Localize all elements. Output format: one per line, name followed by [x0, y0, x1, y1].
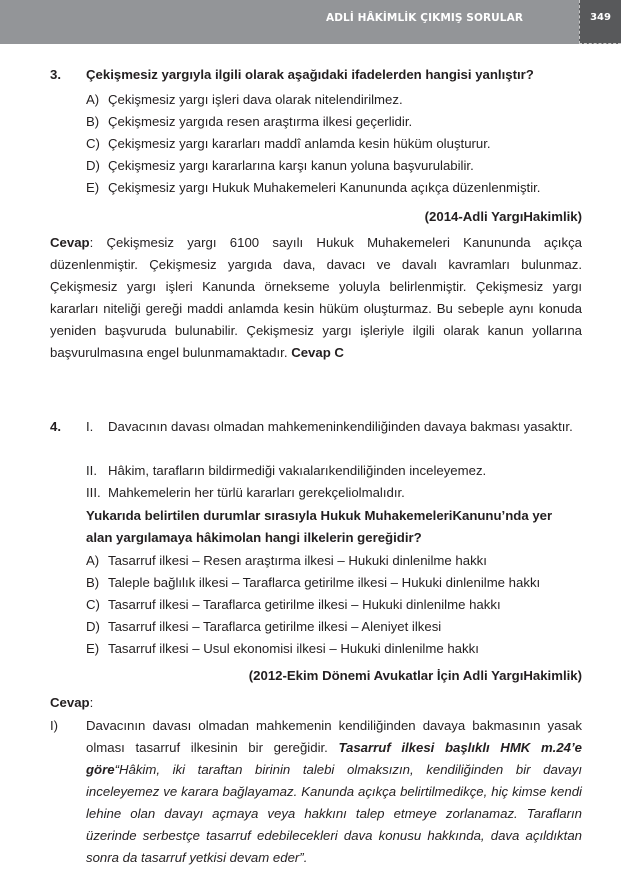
statement-text: Hâkim, tarafların bildirmediği vakıalarıkendiliğinden inceleyemez.: [108, 463, 487, 478]
answer-label: Cevap: [50, 695, 90, 710]
option-text: Çekişmesiz yargı işleri dava olarak nitelendirilmez.: [108, 92, 403, 107]
answer-paragraph: [50, 232, 582, 364]
option-letter: B): [86, 575, 100, 590]
question-stem-text: Yukarıda belirtilen durumlar sırasıyla Hukuk MuhakemeleriKanunu’nda yer alan yargılamaya hâkimolan hangi ilkelerin gereğidir?: [86, 508, 553, 545]
question-stem: [86, 505, 582, 549]
option-text: Çekişmesiz yargı kararlarına karşı kanun yoluna başvurulabilir.: [108, 158, 474, 173]
question-number: 4.: [50, 419, 61, 434]
answer-colon: :: [89, 695, 94, 710]
option-letter: D): [86, 158, 100, 173]
question-stem: Çekişmesiz yargıyla ilgili olarak aşağıdaki ifadelerden hangisi yanlıştır?: [86, 67, 534, 82]
option-text: Çekişmesiz yargı kararları maddî anlamda kesin hüküm oluşturur.: [108, 136, 491, 151]
option-letter: C): [86, 136, 100, 151]
page-number: 349: [590, 12, 611, 23]
answer-item-plain: Davacının davası olmadan mahkemenin kendiliğinden davaya bakmasının yasak olması tasarruf ilkesinin bir gereğidir.: [86, 718, 582, 755]
answer-heading: [50, 692, 582, 714]
option-letter: D): [86, 619, 100, 634]
statement-number: I.: [86, 419, 94, 434]
answer-label: Cevap: [50, 235, 90, 250]
statement-text: Davacının davası olmadan mahkemeninkendiliğinden davaya bakması yasaktır.: [108, 419, 573, 434]
answer-item-citation: Tasarruf ilkesi başlıklı HMK m.24’e göre: [86, 740, 582, 777]
running-header-title: ADLİ HÂKİMLİK ÇIKMIŞ SORULAR: [325, 12, 523, 24]
option-text: Tasarruf ilkesi – Usul ekonomisi ilkesi – Hukuki dinlenilme hakkı: [108, 641, 479, 656]
answer-text: : Çekişmesiz yargı 6100 sayılı Hukuk Muhakemeleri Kanununda açıkça düzenlenmiştir. Çekişmesiz yargıda dava, davacı ve davalı kavramları bulunmaz. Çekişmesiz yargı işleri Kanunda örnekseme yoluyla belirlenmiştir. Çekişmesiz yargı kararları niteliği gereği maddi anlamda kesin hüküm oluşturmaz. Bu sebeple aynı konuda yeniden başvuruda bulunabilir. Çekişmesiz yargı işleriyle ilgili olarak kanun yollarına başvurulmasına engel bulunmamaktadır.: [50, 235, 582, 360]
answer-item-quote: “Hâkim, iki taraftan birinin talebi olmaksızın, kendiliğinden bir davayı inceleyemez ve karara bağlayamaz. Kanunda açıkça belirtilmedikçe, hiç kimse kendi lehine olan davayı açmaya veya hakkını talep etmeye zorlanamaz. Tarafların üzerinde serbestçe tasarruf edebilecekleri dava konusu hakkında, dava açıldıktan sonra da tasarruf yetkisi devam eder”.: [86, 762, 582, 865]
answer-item-number: I): [50, 718, 59, 733]
option-letter: E): [86, 641, 100, 656]
option-text: Taleple bağlılık ilkesi – Taraflarca getirilme ilkesi – Hukuki dinlenilme hakkı: [108, 575, 541, 590]
option-letter: E): [86, 180, 100, 195]
answer-result: Cevap C: [291, 345, 344, 360]
option-text: Tasarruf ilkesi – Taraflarca getirilme ilkesi – Aleniyet ilkesi: [108, 619, 442, 634]
option-text: Tasarruf ilkesi – Resen araştırma ilkesi – Hukuki dinlenilme hakkı: [108, 553, 487, 568]
header-band: [0, 0, 579, 44]
page-number-box: [579, 0, 621, 44]
question-number: 3.: [50, 67, 61, 82]
question-3: [50, 64, 582, 364]
option-text: Çekişmesiz yargıda resen araştırma ilkesi geçerlidir.: [108, 114, 413, 129]
option-letter: A): [86, 92, 100, 107]
question-4: [50, 416, 582, 865]
option-letter: B): [86, 114, 100, 129]
option-text: Çekişmesiz yargı Hukuk Muhakemeleri Kanununda açıkça düzenlenmiştir.: [108, 180, 541, 195]
statement-number: III.: [86, 485, 101, 500]
statement-number: II.: [86, 463, 97, 478]
option-letter: A): [86, 553, 100, 568]
answer-item-text: [86, 715, 582, 869]
question-source: (2014-Adli YargıHakimlik): [424, 209, 582, 224]
question-source: (2012-Ekim Dönemi Avukatlar İçin Adli YargıHakimlik): [248, 668, 582, 683]
option-text: Tasarruf ilkesi – Taraflarca getirilme ilkesi – Hukuki dinlenilme hakkı: [108, 597, 501, 612]
option-letter: C): [86, 597, 100, 612]
statement-text: Mahkemelerin her türlü kararları gerekçeliolmalıdır.: [108, 485, 405, 500]
